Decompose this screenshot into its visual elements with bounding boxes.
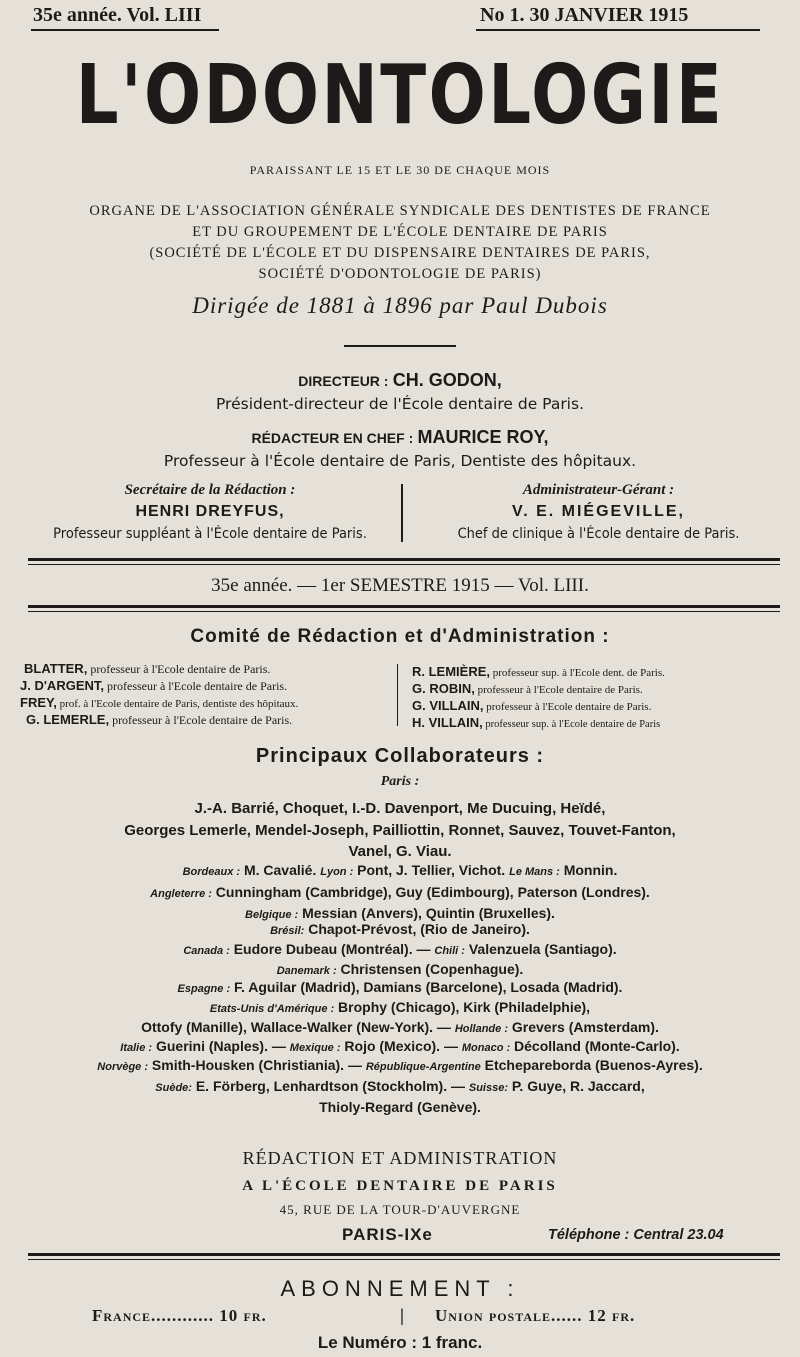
- comite-role: professeur à l'Ecole dentaire de Paris.: [474, 684, 643, 696]
- collaborateur-line: [0, 1038, 800, 1056]
- country-label: Le Mans :: [509, 866, 560, 878]
- country-label: Suède:: [155, 1082, 192, 1094]
- collaborateur-line: [0, 1057, 800, 1075]
- collaborateur-names: Cunningham (Cambridge), Guy (Edimbourg), Paterson (Londres).: [211, 884, 650, 900]
- collaborateur-names: Valenzuela (Santiago).: [464, 941, 617, 957]
- collaborateur-names: Guerini (Naples). —: [152, 1038, 290, 1054]
- comite-role: professeur à l'Ecole dentaire de Paris.: [87, 662, 271, 676]
- header-annee-vol: 35e année. Vol. LIII: [33, 4, 202, 26]
- collaborateur-names: E. Förberg, Lenhardtson (Stockholm). —: [191, 1078, 469, 1094]
- country-label: République-Argentine: [365, 1061, 481, 1073]
- collaborateur-names: F. Aguilar (Madrid), Damians (Barcelone), Losada (Madrid).: [230, 979, 623, 995]
- organe-line-2: ET DU GROUPEMENT DE L'ÉCOLE DENTAIRE DE PARIS: [192, 224, 608, 240]
- collaborateur-names: Décolland (Monte-Carlo).: [510, 1038, 680, 1054]
- collaborateur-names: Chapot-Prévost, (Rio de Janeiro).: [304, 921, 530, 937]
- country-label: Danemark :: [276, 965, 337, 977]
- country-label: Espagne :: [177, 983, 231, 995]
- country-label: Canada :: [183, 945, 230, 957]
- country-label: Chili :: [434, 945, 465, 957]
- comite-name: G. LEMERLE,: [26, 712, 110, 727]
- vertical-divider: [401, 484, 403, 542]
- directeur-title: Président-directeur de l'École dentaire de Paris.: [215, 395, 584, 413]
- redacteur-title: Professeur à l'École dentaire de Paris, Dentiste des hôpitaux.: [163, 452, 637, 470]
- comite-name: J. D'ARGENT,: [20, 678, 104, 693]
- comite-role: professeur à l'Ecole dentaire de Paris.: [109, 713, 293, 727]
- collaborateur-names: Rojo (Mexico). —: [340, 1038, 462, 1054]
- double-rule-mid-2: [28, 611, 780, 612]
- collaborateur-names: Grevers (Amsterdam).: [507, 1019, 659, 1035]
- redaction-heading: RÉDACTION ET ADMINISTRATION: [242, 1148, 558, 1168]
- comite-right-1: [412, 664, 665, 680]
- abonnement-numero: Le Numéro : 1 franc.: [317, 1333, 483, 1352]
- double-rule-top-1: [28, 558, 780, 561]
- comite-role: professeur sup. à l'Ecole dent. de Paris.: [490, 667, 665, 679]
- country-label: Mexique :: [289, 1042, 341, 1054]
- abonnement-france: France............ 10 fr.: [92, 1306, 267, 1325]
- collaborateur-names: Messian (Anvers), Quintin (Bruxelles).: [298, 905, 555, 921]
- redacteur-label: RÉDACTEUR EN CHEF :: [251, 430, 414, 446]
- double-rule-top-2: [28, 564, 780, 565]
- organe-line-3: (SOCIÉTÉ DE L'ÉCOLE ET DU DISPENSAIRE DENTAIRES DE PARIS,: [149, 245, 651, 261]
- collaborateur-names: Monnin.: [559, 862, 618, 878]
- double-rule-bottom-1: [28, 1253, 780, 1256]
- directeur-line: [0, 370, 800, 391]
- semestre-line: 35e année. — 1er SEMESTRE 1915 — Vol. LIII.: [211, 575, 589, 596]
- dirigee-line: Dirigée de 1881 à 1896 par Paul Dubois: [192, 293, 608, 318]
- country-label: Norvège :: [97, 1061, 149, 1073]
- collaborateur-line: [0, 921, 800, 939]
- collaborateur-line: [0, 961, 800, 979]
- collaborateur-names: Pont, J. Tellier, Vichot.: [353, 862, 510, 878]
- paris-line-3: Vanel, G. Viau.: [348, 843, 452, 860]
- redaction-ecole: A L'ÉCOLE DENTAIRE DE PARIS: [242, 1178, 558, 1194]
- collaborateur-names: Ottofy (Manille), Wallace-Walker (New-York). —: [141, 1019, 455, 1035]
- country-label: Monaco :: [461, 1042, 511, 1054]
- country-label: Bordeaux :: [182, 866, 241, 878]
- admin-title: Chef de clinique à l'École dentaire de Paris.: [457, 526, 740, 542]
- organe-line-1: ORGANE DE L'ASSOCIATION GÉNÉRALE SYNDICALE DES DENTISTES DE FRANCE: [89, 203, 711, 219]
- header-rule-left: [31, 29, 219, 31]
- country-label: Belgique :: [245, 909, 299, 921]
- header-rule-right: [476, 29, 760, 31]
- comite-right-4: [412, 715, 660, 731]
- admin-name: V. E. MIÉGEVILLE,: [512, 503, 685, 520]
- abonnement-union: Union postale...... 12 fr.: [435, 1306, 636, 1325]
- comite-right-2: [412, 681, 643, 697]
- collaborateurs-heading: Principaux Collaborateurs :: [255, 745, 545, 767]
- redaction-telephone: Téléphone : Central 23.04: [548, 1227, 724, 1243]
- paris-label: Paris :: [380, 774, 420, 789]
- journal-title: L'ODONTOLOGIE: [75, 48, 725, 143]
- collaborateur-line: [0, 1019, 800, 1037]
- redaction-ville: PARIS-IXe: [342, 1225, 433, 1244]
- admin-label: Administrateur-Gérant :: [522, 482, 675, 498]
- double-rule-mid-1: [28, 605, 780, 608]
- parution-line: PARAISSANT LE 15 ET LE 30 DE CHAQUE MOIS: [249, 163, 551, 177]
- collaborateur-names: Thioly-Regard (Genève).: [319, 1099, 481, 1115]
- comite-role: professeur à l'Ecole dentaire de Paris.: [104, 679, 288, 693]
- comite-name: R. LEMIÈRE,: [412, 664, 491, 679]
- comite-name: G. VILLAIN,: [412, 698, 484, 713]
- redacteur-line: [0, 427, 800, 448]
- collaborateur-line: [0, 999, 800, 1017]
- comite-name: FREY,: [20, 695, 57, 710]
- country-label: Etats-Unis d'Amérique :: [209, 1003, 335, 1015]
- paris-line-2: Georges Lemerle, Mendel-Joseph, Pailliottin, Ronnet, Sauvez, Touvet-Fanton,: [124, 822, 676, 839]
- collaborateur-names: Smith-Housken (Christiania). —: [148, 1057, 366, 1073]
- comite-name: H. VILLAIN,: [412, 715, 483, 730]
- country-label: Brésil:: [270, 925, 305, 937]
- comite-left-2: [20, 678, 287, 694]
- double-rule-bottom-2: [28, 1259, 780, 1260]
- secretaire-name: HENRI DREYFUS,: [135, 503, 285, 520]
- comite-role: professeur à l'Ecole dentaire de Paris.: [483, 701, 652, 713]
- short-divider: [344, 345, 456, 347]
- collaborateur-names: P. Guye, R. Jaccard,: [508, 1078, 645, 1094]
- collaborateur-line: [0, 1078, 800, 1096]
- header-numero-date: No 1. 30 JANVIER 1915: [480, 4, 689, 26]
- secretaire-title: Professeur suppléant à l'École dentaire de Paris.: [53, 526, 367, 542]
- collaborateur-line: [0, 884, 800, 902]
- comite-left-1: [24, 661, 270, 677]
- comite-right-3: [412, 698, 651, 714]
- collaborateur-names: M. Cavalié.: [240, 862, 321, 878]
- country-label: Suisse:: [468, 1082, 508, 1094]
- comite-left-4: [26, 712, 292, 728]
- country-label: Angleterre :: [150, 888, 212, 900]
- collaborateur-names: Eudore Dubeau (Montréal). —: [229, 941, 435, 957]
- country-label: Hollande :: [454, 1023, 508, 1035]
- comite-name: G. ROBIN,: [412, 681, 475, 696]
- comite-name: BLATTER,: [24, 661, 88, 676]
- collaborateur-names: Brophy (Chicago), Kirk (Philadelphie),: [334, 999, 591, 1015]
- comite-left-3: [20, 695, 298, 711]
- paris-line-1: J.-A. Barrié, Choquet, I.-D. Davenport, Me Ducuing, Heïdé,: [194, 800, 606, 817]
- directeur-name: CH. GODON,: [392, 370, 502, 390]
- abonnement-heading: ABONNEMENT :: [280, 1276, 520, 1301]
- comite-role: professeur sup. à l'Ecole dentaire de Paris: [482, 719, 661, 730]
- comite-divider: [397, 664, 398, 726]
- organe-block: [0, 201, 800, 285]
- comite-role: prof. à l'Ecole dentaire de Paris, dentiste des hôpitaux.: [56, 698, 299, 710]
- organe-line-4: SOCIÉTÉ D'ODONTOLOGIE DE PARIS): [258, 266, 542, 282]
- directeur-label: DIRECTEUR :: [298, 373, 389, 389]
- collaborateur-names: Etchepareborda (Buenos-Ayres).: [480, 1057, 703, 1073]
- abonnement-separator: |: [400, 1305, 404, 1325]
- collaborateur-line: [0, 979, 800, 997]
- collaborateur-line: [0, 862, 800, 880]
- comite-heading: Comité de Rédaction et d'Administration :: [190, 626, 610, 647]
- redaction-rue: 45, RUE DE LA TOUR-D'AUVERGNE: [279, 1202, 521, 1217]
- collaborateur-line: [0, 1099, 800, 1117]
- admin-block: [406, 479, 791, 545]
- secretaire-label: Secrétaire de la Rédaction :: [124, 482, 296, 498]
- secretaire-block: [20, 479, 400, 545]
- country-label: Italie :: [120, 1042, 153, 1054]
- collaborateur-names: Christensen (Copenhague).: [336, 961, 524, 977]
- country-label: Lyon :: [320, 866, 354, 878]
- redacteur-name: MAURICE ROY,: [417, 427, 549, 447]
- collaborateur-line: [0, 941, 800, 959]
